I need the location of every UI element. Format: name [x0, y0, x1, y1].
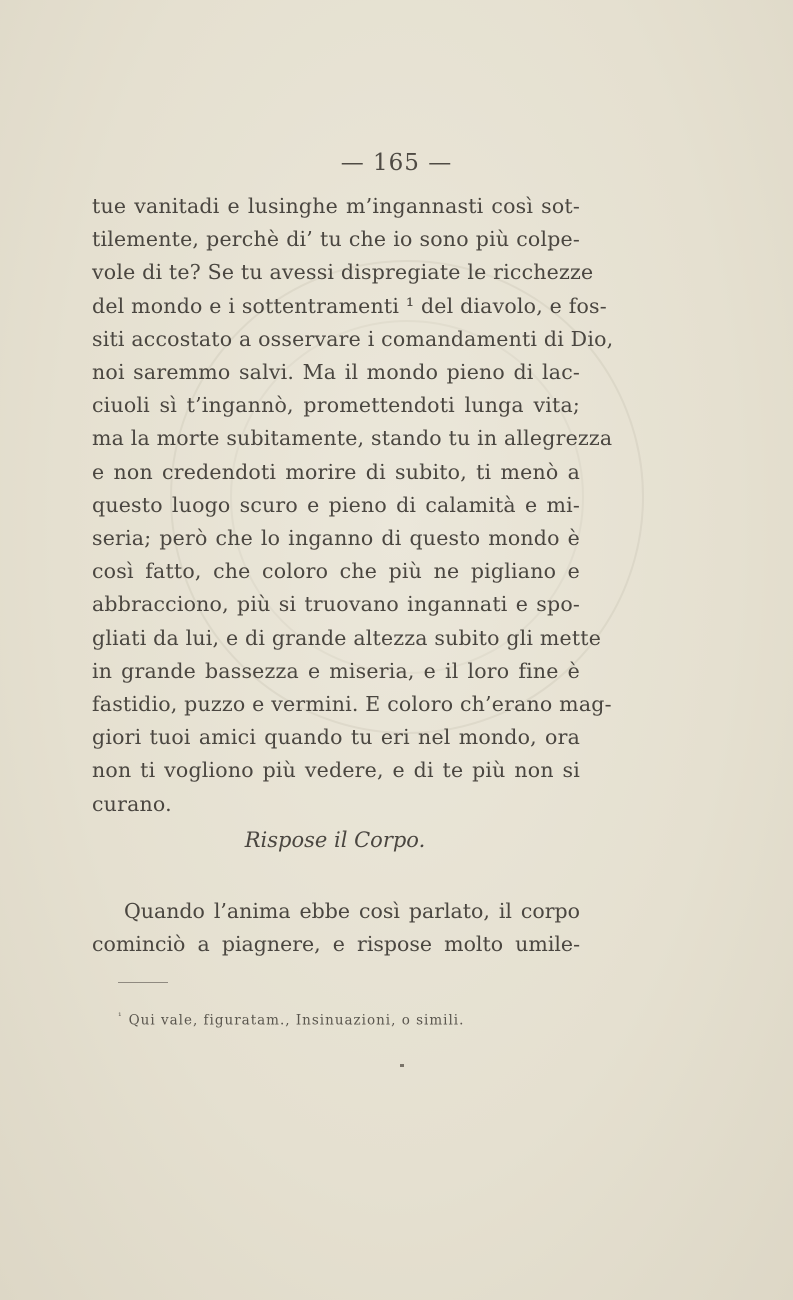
text-line: fastidio, puzzo e vermini. E coloro ch’erano mag-: [92, 692, 612, 717]
text-line: ma la morte subitamente, stando tu in allegrezza: [92, 426, 613, 451]
section-heading: Rispose il Corpo.: [244, 828, 426, 852]
second-paragraph: [92, 895, 580, 961]
text-line: curano.: [92, 791, 172, 816]
text-line: abbracciono, più si truovano ingannati e spo-: [92, 592, 580, 617]
page-number: — 165 —: [340, 150, 453, 176]
text-line: tue vanitadi e lusinghe m’ingannasti così sot-: [92, 194, 580, 218]
text-line: in grande bassezza e miseria, e il loro fine è: [92, 658, 580, 683]
footnote: [118, 1012, 464, 1029]
text-line: del mondo e i sottentramenti ¹ del diavolo, e fos-: [92, 293, 607, 318]
text-line: seria; però che lo inganno di questo mondo è: [92, 526, 580, 551]
ink-speck: [400, 1064, 404, 1067]
text-line: e non credendoti morire di subito, ti menò a: [92, 459, 580, 484]
footnote-rule: [118, 982, 168, 983]
text-line: non ti vogliono più vedere, e di te più non si: [92, 758, 580, 783]
text-line: ciuoli sì t’ingannò, promettendoti lunga vita;: [92, 393, 580, 418]
main-paragraph: [92, 190, 614, 821]
text-line: gliati da lui, e di grande altezza subito gli mette: [92, 625, 602, 650]
text-line: tilemente, perchè di’ tu che io sono più colpe-: [92, 227, 580, 252]
footnote-marker: ¹: [118, 1012, 123, 1022]
text-line: vole di te? Se tu avessi dispregiate le ricchezze: [92, 260, 594, 285]
text-line: cominciò a piagnere, e rispose molto umile-: [92, 932, 580, 957]
text-line: noi saremmo salvi. Ma il mondo pieno di lac-: [92, 360, 580, 385]
footnote-text: Qui vale, figuratam., Insinuazioni, o simili.: [128, 1012, 465, 1029]
text-line: Quando l’anima ebbe così parlato, il corpo: [124, 899, 580, 923]
text-line: così fatto, che coloro che più ne pigliano e: [92, 559, 580, 584]
text-line: questo luogo scuro e pieno di calamità e mi-: [92, 492, 580, 517]
text-line: giori tuoi amici quando tu eri nel mondo, ora: [92, 725, 580, 750]
text-line: siti accostato a osservare i comandamenti di Dio,: [92, 326, 614, 351]
